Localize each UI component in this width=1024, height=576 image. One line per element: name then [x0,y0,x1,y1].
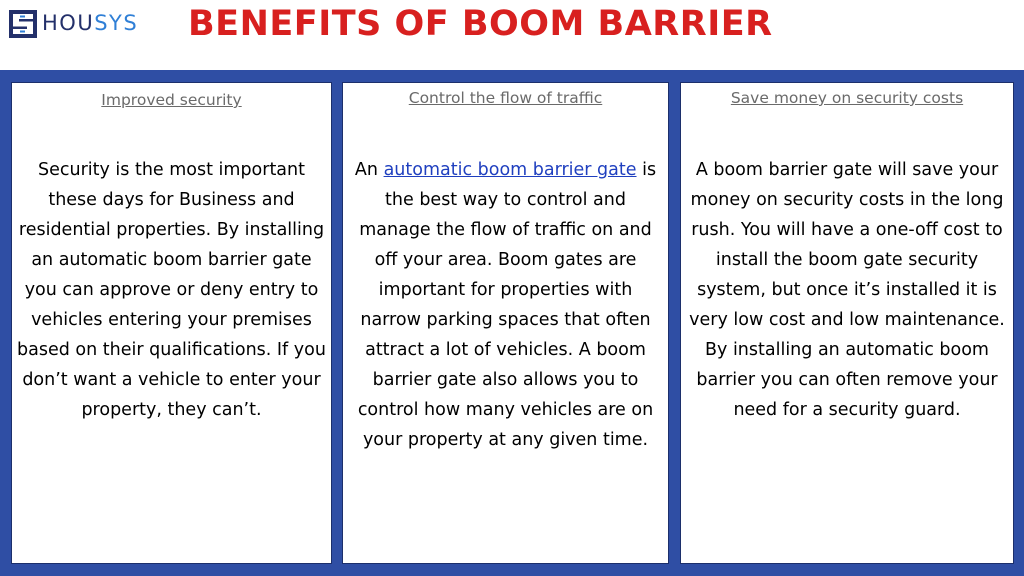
card-control-traffic [342,82,669,564]
card-body-suffix: is the best way to control and manage the flow of traffic on and off your area. Boom gates are important for properties with narrow parking spaces that often attract a lot of vehicles. A boom barrier gate also allows you to control how many vehicles are on your property at any given time. [357,160,657,450]
logo[interactable] [8,8,148,38]
card-improved-security [11,82,332,564]
card-heading: Control the flow of traffic [408,89,603,107]
card-body-prefix: An [354,160,384,180]
card-heading: Improved security [101,91,242,109]
header [0,0,1024,70]
card-heading: Save money on security costs [730,89,964,107]
card-body: A boom barrier gate will save your money on security costs in the long rush. You will have a one-off cost to install the boom gate security system, but once it’s installed it is very low cost and low maintenance. By installing an automatic boom barrier you can often remove your need for a security guard. [689,160,1005,420]
card-save-money [680,82,1014,564]
page-title: BENEFITS OF BOOM BARRIER [188,4,773,44]
logo-text-accent: SYS [94,11,139,35]
logo-text [42,11,138,35]
card-body [347,155,664,455]
logo-text-main: HOU [42,11,95,35]
housys-logo-icon [8,9,38,39]
card-body: Security is the most important these days for Business and residential properties. By installing an automatic boom barrier gate you can approve or deny entry to vehicles entering your premises based on their qualifications. If you don’t want a vehicle to enter your property, they can’t. [17,160,326,420]
automatic-boom-barrier-gate-link[interactable]: automatic boom barrier gate [383,160,637,180]
